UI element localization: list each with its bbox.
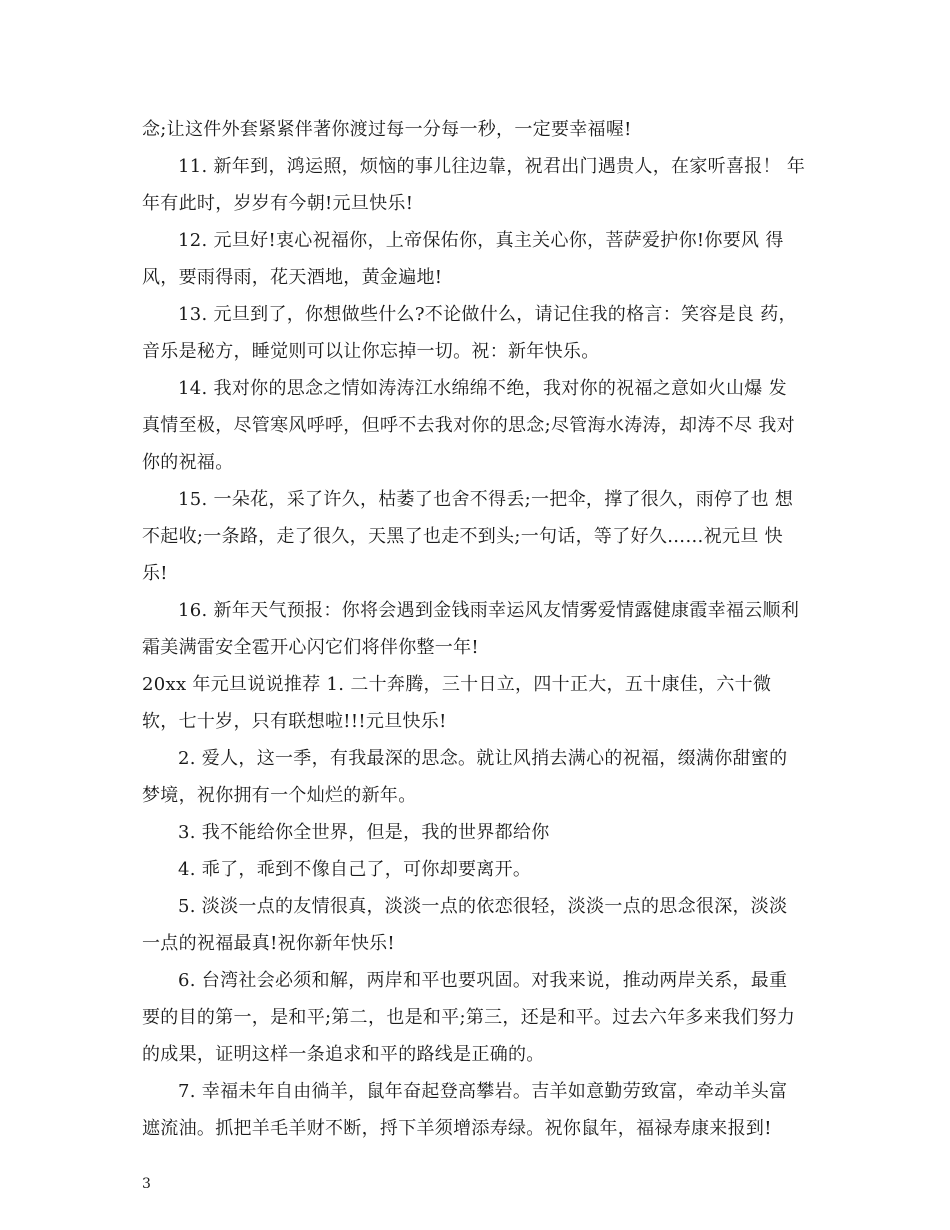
- text-line: 不起收;一条路，走了很久，天黑了也走不到头;一句话，等了好久……祝元旦 快: [142, 526, 783, 547]
- text-line: 11. 新年到，鸿运照，烦恼的事儿往边靠，祝君出门遇贵人，在家听喜报！ 年: [178, 156, 806, 177]
- page-number: 3: [142, 1176, 151, 1192]
- text-line: 6. 台湾社会必须和解，两岸和平也要巩固。对我来说，推动两岸关系，最重: [178, 970, 788, 991]
- text-line: 念;让这件外套紧紧伴著你渡过每一分每一秒，一定要幸福喔!: [142, 119, 632, 140]
- text-line: 一点的祝福最真!祝你新年快乐!: [142, 933, 395, 954]
- text-line: 13. 元旦到了，你想做些什么?不论做什么，请记住我的格言：笑容是良 药，: [178, 304, 797, 325]
- text-line: 3. 我不能给你全世界，但是，我的世界都给你: [178, 822, 550, 843]
- text-line: 你的祝福。: [142, 452, 234, 473]
- text-line: 7. 幸福未年自由徜羊，鼠年奋起登高攀岩。吉羊如意勤劳致富，牵动羊头富: [178, 1081, 788, 1102]
- text-line: 霜美满雷安全雹开心闪它们将伴你整一年!: [142, 637, 479, 658]
- text-line: 真情至极，尽管寒风呼呼，但呼不去我对你的思念;尽管海水涛涛，却涛不尽 我对: [142, 415, 795, 436]
- text-line: 5. 淡淡一点的友情很真，淡淡一点的依恋很轻，淡淡一点的思念很深，淡淡: [178, 896, 788, 917]
- section-heading-line: 20xx 年元旦说说推荐 1. 二十奔腾，三十日立，四十正大，五十康佳，六十微: [142, 674, 772, 695]
- text-line: 遮流油。抓把羊毛羊财不断，捋下羊须增添寿绿。祝你鼠年，福禄寿康来报到!: [142, 1118, 772, 1139]
- text-line: 音乐是秘方，睡觉则可以让你忘掉一切。祝：新年快乐。: [142, 341, 600, 362]
- text-line: 风，要雨得雨，花天酒地，黄金遍地!: [142, 267, 443, 288]
- text-line: 2. 爱人，这一季，有我最深的思念。就让风捎去满心的祝福，缀满你甜蜜的: [178, 748, 788, 769]
- text-line: 4. 乖了，乖到不像自己了，可你却要离开。: [178, 859, 532, 880]
- text-line: 15. 一朵花，采了许久，枯萎了也舍不得丢;一把伞，撑了很久，雨停了也 想: [178, 489, 794, 510]
- text-line: 14. 我对你的思念之情如涛涛江水绵绵不绝，我对你的祝福之意如火山爆 发: [178, 378, 787, 399]
- text-line: 的成果，证明这样一条追求和平的路线是正确的。: [142, 1044, 545, 1065]
- text-line: 梦境，祝你拥有一个灿烂的新年。: [142, 785, 417, 806]
- text-line: 年有此时，岁岁有今朝!元旦快乐!: [142, 193, 414, 214]
- text-line: 12. 元旦好!衷心祝福你，上帝保佑你，真主关心你，菩萨爱护你!你要风 得: [178, 230, 784, 251]
- text-line: 16. 新年天气预报：你将会遇到金钱雨幸运风友情雾爱情露健康霞幸福云顺利: [178, 600, 800, 621]
- text-line: 软，七十岁，只有联想啦!!!元旦快乐!: [142, 711, 447, 732]
- text-line: 乐!: [142, 563, 168, 584]
- text-line: 要的目的第一，是和平;第二，也是和平;第三，还是和平。过去六年多来我们努力: [142, 1007, 796, 1028]
